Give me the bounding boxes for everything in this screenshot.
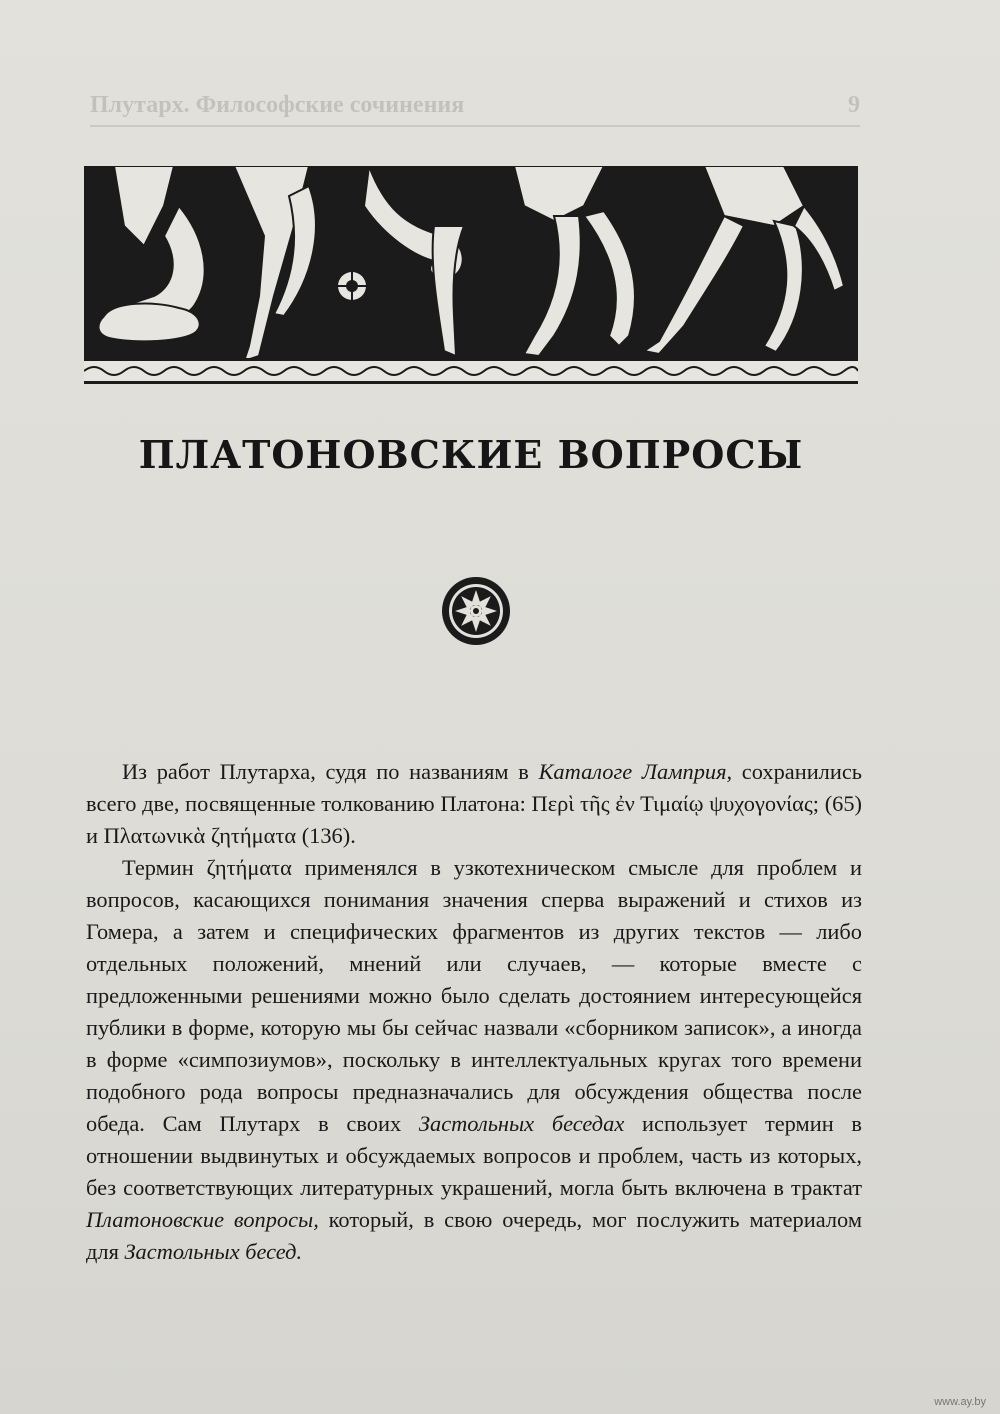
italic-title: Застольных беседах <box>418 1111 625 1136</box>
text-span: Из работ Плутарха, судя по названиям в <box>122 759 539 784</box>
greek-frieze-illustration <box>84 166 858 384</box>
text-span: использует термин в отношении выдвинутых и обсуждаемых вопросов и проблем, часть из которых, без соответствующих литературных украшений, могла быть включена в трактат <box>86 1111 863 1200</box>
italic-title: Застольных бесед. <box>124 1239 303 1264</box>
text-span: который, в свою очередь, мог послужить материалом для <box>86 1207 862 1264</box>
running-head-title: Плутарх. Философские сочинения <box>90 92 465 118</box>
text-span: Термин ζητήματα применялся в узкотехническом смысле для проблем и вопросов, касающихся понимания значения сперва выражений и стихов из Гомера, а затем и специфических фрагментов из других текстов — либо отдельных положений, мнений или случаев, — которые вместе с предложенными решениями можно было сделать достоянием интересующейся публики в форме, которую мы бы сейчас назвали «сборником записок», а иногда в форме «симпозиумов», поскольку в интеллектуальных кругах того времени подобного рода вопросы предназначались для обсуждения общества после обеда. Сам Плутарх в своих <box>86 855 862 1136</box>
chapter-title: ПЛАТОНОВСКИЕ ВОПРОСЫ <box>138 432 804 477</box>
italic-title: Платоновские вопросы, <box>86 1207 319 1232</box>
page-number: 9 <box>848 92 860 118</box>
italic-title: Каталоге Ламприя, <box>538 759 733 784</box>
frieze-rosette <box>338 272 366 300</box>
paragraph <box>86 852 862 1268</box>
text-span: сохранились всего две, посвященные толкованию Платона: Περὶ τῆς ἐν Τιμαίῳ ψυχογονίας; (65) и Πλατωνικὰ ζητήματα (136). <box>86 759 862 848</box>
body-text <box>86 756 862 1268</box>
paragraph <box>86 756 862 852</box>
wheel-rosette-icon <box>440 575 512 647</box>
frieze-artwork <box>84 166 858 384</box>
watermark: www.ay.by <box>934 1396 986 1408</box>
running-head <box>90 92 860 127</box>
